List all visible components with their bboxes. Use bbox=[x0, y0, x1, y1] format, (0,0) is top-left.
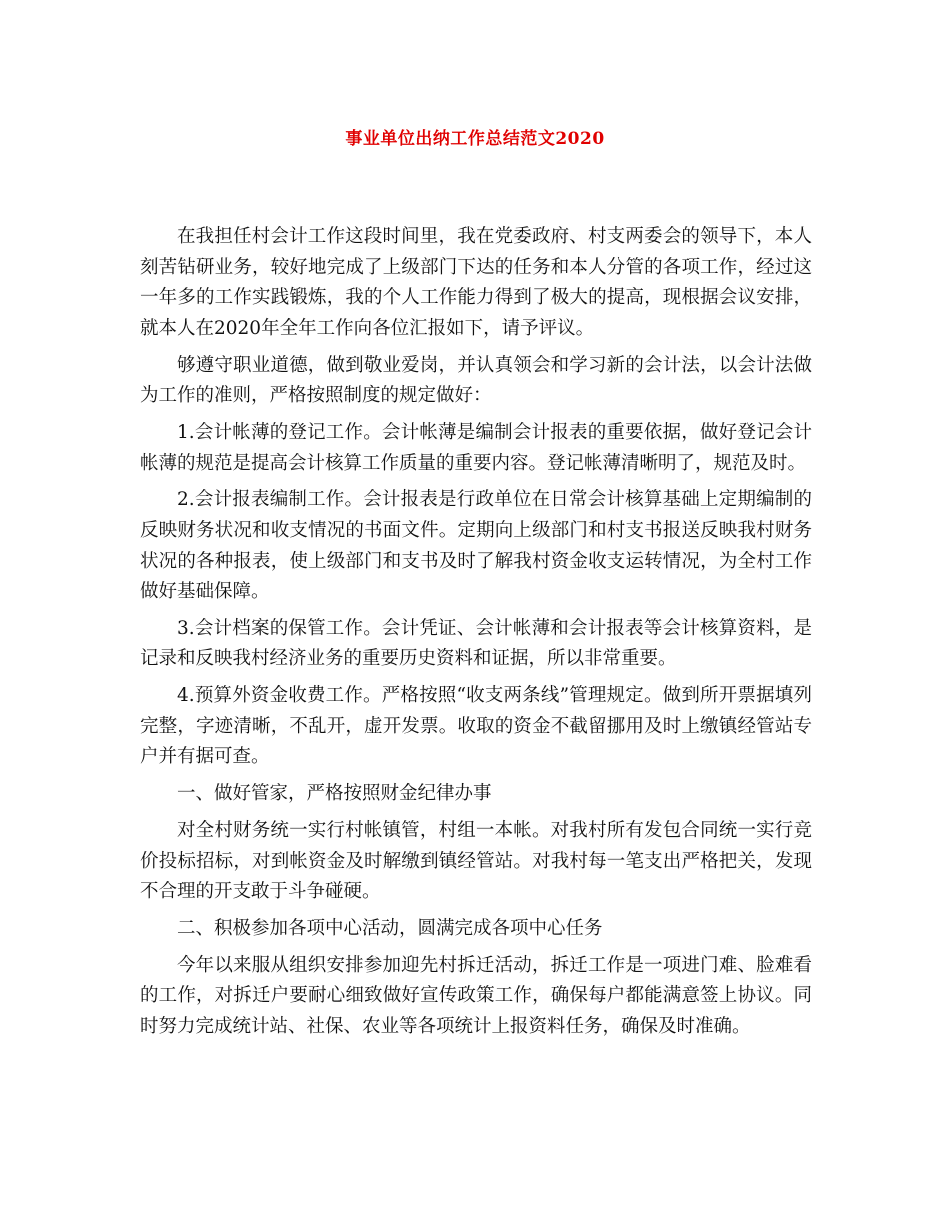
section-heading-2: 二、积极参加各项中心活动，圆满完成各项中心任务 bbox=[177, 917, 603, 939]
paragraph-item-4-fees: 4.预算外资金收费工作。严格按照“收支两条线”管理规定。做到所开票据填列完整，字迹清晰，不乱开，虚开发票。收取的资金不截留挪用及时上缴镇经管站专户并有据可查。 bbox=[140, 685, 812, 768]
paragraph-section-2-body: 今年以来服从组织安排参加迎先村拆迁活动，拆迁工作是一项进门难、脸难看的工作，对拆迁户要耐心细致做好宣传政策工作，确保每户都能满意签上协议。同时努力完成统计站、社保、农业等各项统计上报资料任务，确保及时准确。 bbox=[140, 954, 812, 1037]
paragraph-intro: 在我担任村会计工作这段时间里，我在党委政府、村支两委会的领导下，本人刻苦钻研业务，较好地完成了上级部门下达的任务和本人分管的各项工作，经过这一年多的工作实践锻炼，我的个人工作能力得到了极大的提高，现根据会议安排，就本人在2020年全年工作向各位汇报如下，请予评议。 bbox=[140, 226, 812, 339]
paragraph-item-1-ledger: 1.会计帐薄的登记工作。会计帐薄是编制会计报表的重要依据，做好登记会计帐薄的规范是提高会计核算工作质量的重要内容。登记帐薄清晰明了，规范及时。 bbox=[140, 421, 812, 474]
paragraph-item-3-archives: 3.会计档案的保管工作。会计凭证、会计帐薄和会计报表等会计核算资料，是记录和反映我村经济业务的重要历史资料和证据，所以非常重要。 bbox=[140, 617, 812, 670]
document-title: 事业单位出纳工作总结范文2020 bbox=[345, 129, 605, 149]
paragraph-item-2-reports: 2.会计报表编制工作。会计报表是行政单位在日常会计核算基础上定期编制的反映财务状况和收支情况的书面文件。定期向上级部门和村支书报送反映我村财务状况的各种报表，使上级部门和支书及时了解我村资金收支运转情况，为全村工作做好基础保障。 bbox=[140, 489, 812, 603]
paragraph-ethics: 够遵守职业道德，做到敬业爱岗，并认真领会和学习新的会计法，以会计法做为工作的准则，严格按照制度的规定做好： bbox=[140, 354, 812, 407]
paragraph-section-1-body: 对全村财务统一实行村帐镇管，村组一本帐。对我村所有发包合同统一实行竞价投标招标，对到帐资金及时解缴到镇经管站。对我村每一笔支出严格把关，发现不合理的开支敢于斗争碰硬。 bbox=[140, 820, 812, 903]
document-body bbox=[140, 222, 812, 1049]
section-heading-1: 一、做好管家，严格按照财金纪律办事 bbox=[177, 783, 492, 805]
